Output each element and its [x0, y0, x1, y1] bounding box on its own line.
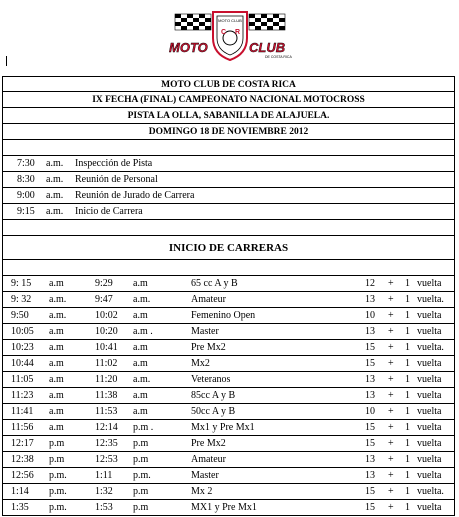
race-unit: vuelta [417, 326, 442, 337]
race-e: 10:20 [95, 326, 118, 337]
race-unit: vuelta [417, 502, 442, 513]
race-laps: 13 [365, 470, 375, 481]
race-laps: 10 [365, 406, 375, 417]
race-laps: 13 [365, 294, 375, 305]
race-plus: + [388, 438, 394, 449]
race-ea: p.m [133, 454, 149, 465]
race-unit: vuelta [417, 406, 442, 417]
race-row [2, 324, 455, 340]
race-cls: Mx2 [191, 358, 210, 369]
race-s: 9: 32 [11, 294, 32, 305]
race-row [2, 452, 455, 468]
race-laps: 15 [365, 502, 375, 513]
race-ea: p.m [133, 438, 149, 449]
race-row [2, 308, 455, 324]
race-ea: a.m [133, 358, 148, 369]
race-row [2, 404, 455, 420]
race-s: 11:41 [11, 406, 34, 417]
race-plus: + [388, 374, 394, 385]
svg-text:R: R [235, 29, 241, 36]
race-sa: a.m. [49, 310, 67, 321]
race-ea: a.m [133, 310, 148, 321]
schedule-time: 9:15 [17, 206, 35, 217]
race-unit: vuelta [417, 310, 442, 321]
race-plus: + [388, 342, 394, 353]
race-e: 12:53 [95, 454, 118, 465]
race-sa: a.m [49, 358, 64, 369]
header-line-1: MOTO CLUB DE COSTA RICA [2, 76, 455, 92]
race-s: 1:35 [11, 502, 29, 513]
race-extra: 1 [405, 486, 410, 497]
race-extra: 1 [405, 278, 410, 289]
race-s: 12:56 [11, 470, 34, 481]
schedule-time: 7:30 [17, 158, 35, 169]
race-extra: 1 [405, 454, 410, 465]
schedule-desc: Reunión de Personal [75, 174, 158, 185]
race-row [2, 436, 455, 452]
race-cls: Mx 2 [191, 486, 213, 497]
race-extra: 1 [405, 470, 410, 481]
race-unit: vuelta. [417, 342, 444, 353]
race-laps: 13 [365, 326, 375, 337]
race-sa: p.m [49, 454, 65, 465]
race-laps: 15 [365, 438, 375, 449]
race-unit: vuelta. [417, 294, 444, 305]
race-sa: a.m [49, 374, 64, 385]
race-s: 11:23 [11, 390, 34, 401]
race-ea: a.m . [133, 326, 153, 337]
race-row [2, 340, 455, 356]
race-e: 10:41 [95, 342, 118, 353]
race-sa: a.m [49, 278, 64, 289]
race-extra: 1 [405, 342, 410, 353]
race-cls: Pre Mx2 [191, 342, 226, 353]
race-s: 11:05 [11, 374, 34, 385]
header-line-2: IX FECHA (FINAL) CAMPEONATO NACIONAL MOTOCROSS [2, 92, 455, 108]
race-s: 1:14 [11, 486, 29, 497]
race-unit: vuelta [417, 454, 442, 465]
race-ea: a.m [133, 406, 148, 417]
race-e: 1:53 [95, 502, 113, 513]
race-laps: 15 [365, 342, 375, 353]
race-laps: 15 [365, 422, 375, 433]
svg-text:MOTO: MOTO [169, 40, 208, 55]
race-e: 1:32 [95, 486, 113, 497]
schedule-ampm: a.m. [46, 174, 64, 185]
race-s: 10:05 [11, 326, 34, 337]
schedule-desc: Inspección de Pista [75, 158, 153, 169]
race-row [2, 468, 455, 484]
schedule-ampm: a.m. [46, 190, 64, 201]
race-cls: Veteranos [191, 374, 231, 385]
race-laps: 15 [365, 358, 375, 369]
race-laps: 10 [365, 310, 375, 321]
race-unit: vuelta [417, 374, 442, 385]
race-sa: a.m [49, 422, 64, 433]
race-extra: 1 [405, 502, 410, 513]
race-sa: a.m [49, 342, 64, 353]
race-ea: a.m [133, 278, 148, 289]
race-cls: Pre Mx2 [191, 438, 226, 449]
race-e: 1:11 [95, 470, 113, 481]
svg-text:C: C [221, 29, 227, 36]
race-row [2, 372, 455, 388]
svg-text:DE COSTA RICA: DE COSTA RICA [265, 55, 292, 59]
race-sa: p.m [49, 438, 65, 449]
race-extra: 1 [405, 326, 410, 337]
race-cls: Mx1 y Pre Mx1 [191, 422, 255, 433]
schedule-row [2, 204, 455, 220]
race-row [2, 420, 455, 436]
svg-text:MOTO CLUB: MOTO CLUB [218, 18, 242, 23]
schedule-ampm: a.m. [46, 206, 64, 217]
race-row [2, 276, 455, 292]
race-ea: p.m . [133, 422, 154, 433]
race-ea: a.m. [133, 294, 151, 305]
race-row [2, 500, 455, 516]
schedule-row [2, 156, 455, 172]
race-extra: 1 [405, 294, 410, 305]
race-e: 12:14 [95, 422, 118, 433]
race-cls: Master [191, 326, 219, 337]
race-sa: p.m. [49, 470, 67, 481]
race-cls: 85cc A y B [191, 390, 236, 401]
race-s: 11:56 [11, 422, 34, 433]
race-unit: vuelta [417, 470, 442, 481]
race-unit: vuelta. [417, 486, 444, 497]
race-cls: 65 cc A y B [191, 278, 238, 289]
race-extra: 1 [405, 438, 410, 449]
race-laps: 12 [365, 278, 375, 289]
race-e: 11:02 [95, 358, 118, 369]
header-line-4: DOMINGO 18 DE NOVIEMBRE 2012 [2, 124, 455, 140]
race-sa: a.m. [49, 294, 67, 305]
race-row [2, 484, 455, 500]
race-sa: a.m [49, 406, 64, 417]
race-laps: 15 [365, 486, 375, 497]
race-unit: vuelta [417, 422, 442, 433]
race-laps: 13 [365, 374, 375, 385]
race-s: 10:44 [11, 358, 34, 369]
race-e: 11:20 [95, 374, 118, 385]
race-plus: + [388, 310, 394, 321]
race-plus: + [388, 422, 394, 433]
race-cls: MX1 y Pre Mx1 [191, 502, 257, 513]
race-extra: 1 [405, 390, 410, 401]
schedule-row [2, 172, 455, 188]
race-cls: Master [191, 470, 219, 481]
race-e: 9:29 [95, 278, 113, 289]
race-plus: + [388, 390, 394, 401]
race-plus: + [388, 406, 394, 417]
race-s: 12:17 [11, 438, 34, 449]
schedule-desc: Reunión de Jurado de Carrera [75, 190, 195, 201]
race-s: 9: 15 [11, 278, 32, 289]
race-s: 9:50 [11, 310, 29, 321]
race-extra: 1 [405, 310, 410, 321]
schedule-time: 8:30 [17, 174, 35, 185]
race-e: 10:02 [95, 310, 118, 321]
svg-text:CLUB: CLUB [249, 40, 286, 55]
race-plus: + [388, 278, 394, 289]
race-plus: + [388, 294, 394, 305]
schedule-row [2, 188, 455, 204]
race-unit: vuelta [417, 278, 442, 289]
race-extra: 1 [405, 374, 410, 385]
race-ea: a.m. [133, 374, 151, 385]
race-ea: a.m [133, 390, 148, 401]
shield-icon [213, 12, 247, 60]
race-extra: 1 [405, 406, 410, 417]
race-plus: + [388, 358, 394, 369]
race-sa: p.m. [49, 486, 67, 497]
race-row [2, 388, 455, 404]
race-plus: + [388, 502, 394, 513]
race-extra: 1 [405, 422, 410, 433]
schedule-ampm: a.m. [46, 158, 64, 169]
race-cls: Amateur [191, 294, 226, 305]
race-plus: + [388, 454, 394, 465]
race-cls: 50cc A y B [191, 406, 236, 417]
race-laps: 13 [365, 390, 375, 401]
race-s: 10:23 [11, 342, 34, 353]
race-s: 12:38 [11, 454, 34, 465]
race-sa: a.m [49, 326, 64, 337]
race-e: 11:53 [95, 406, 118, 417]
text-cursor [6, 56, 7, 66]
blank-row [2, 220, 455, 236]
race-e: 12:35 [95, 438, 118, 449]
race-row [2, 356, 455, 372]
race-ea: a.m [133, 342, 148, 353]
race-unit: vuelta [417, 438, 442, 449]
race-unit: vuelta [417, 358, 442, 369]
blank-row [2, 140, 455, 156]
races-title: INICIO DE CARRERAS [2, 236, 455, 260]
race-plus: + [388, 486, 394, 497]
race-plus: + [388, 470, 394, 481]
schedule-time: 9:00 [17, 190, 35, 201]
race-plus: + [388, 326, 394, 337]
header-line-3: PISTA LA OLLA, SABANILLA DE ALAJUELA. [2, 108, 455, 124]
race-e: 9:47 [95, 294, 113, 305]
schedule-desc: Inicio de Carrera [75, 206, 143, 217]
schedule-table [2, 76, 455, 516]
race-e: 11:38 [95, 390, 118, 401]
race-ea: p.m [133, 486, 149, 497]
race-ea: p.m. [133, 470, 151, 481]
race-cls: Femenino Open [191, 310, 256, 321]
race-sa: p.m. [49, 502, 67, 513]
moto-club-logo [165, 8, 295, 62]
race-row [2, 292, 455, 308]
race-ea: p.m [133, 502, 149, 513]
race-cls: Amateur [191, 454, 226, 465]
blank-row [2, 260, 455, 276]
race-extra: 1 [405, 358, 410, 369]
race-sa: a.m [49, 390, 64, 401]
race-unit: vuelta [417, 390, 442, 401]
race-laps: 13 [365, 454, 375, 465]
